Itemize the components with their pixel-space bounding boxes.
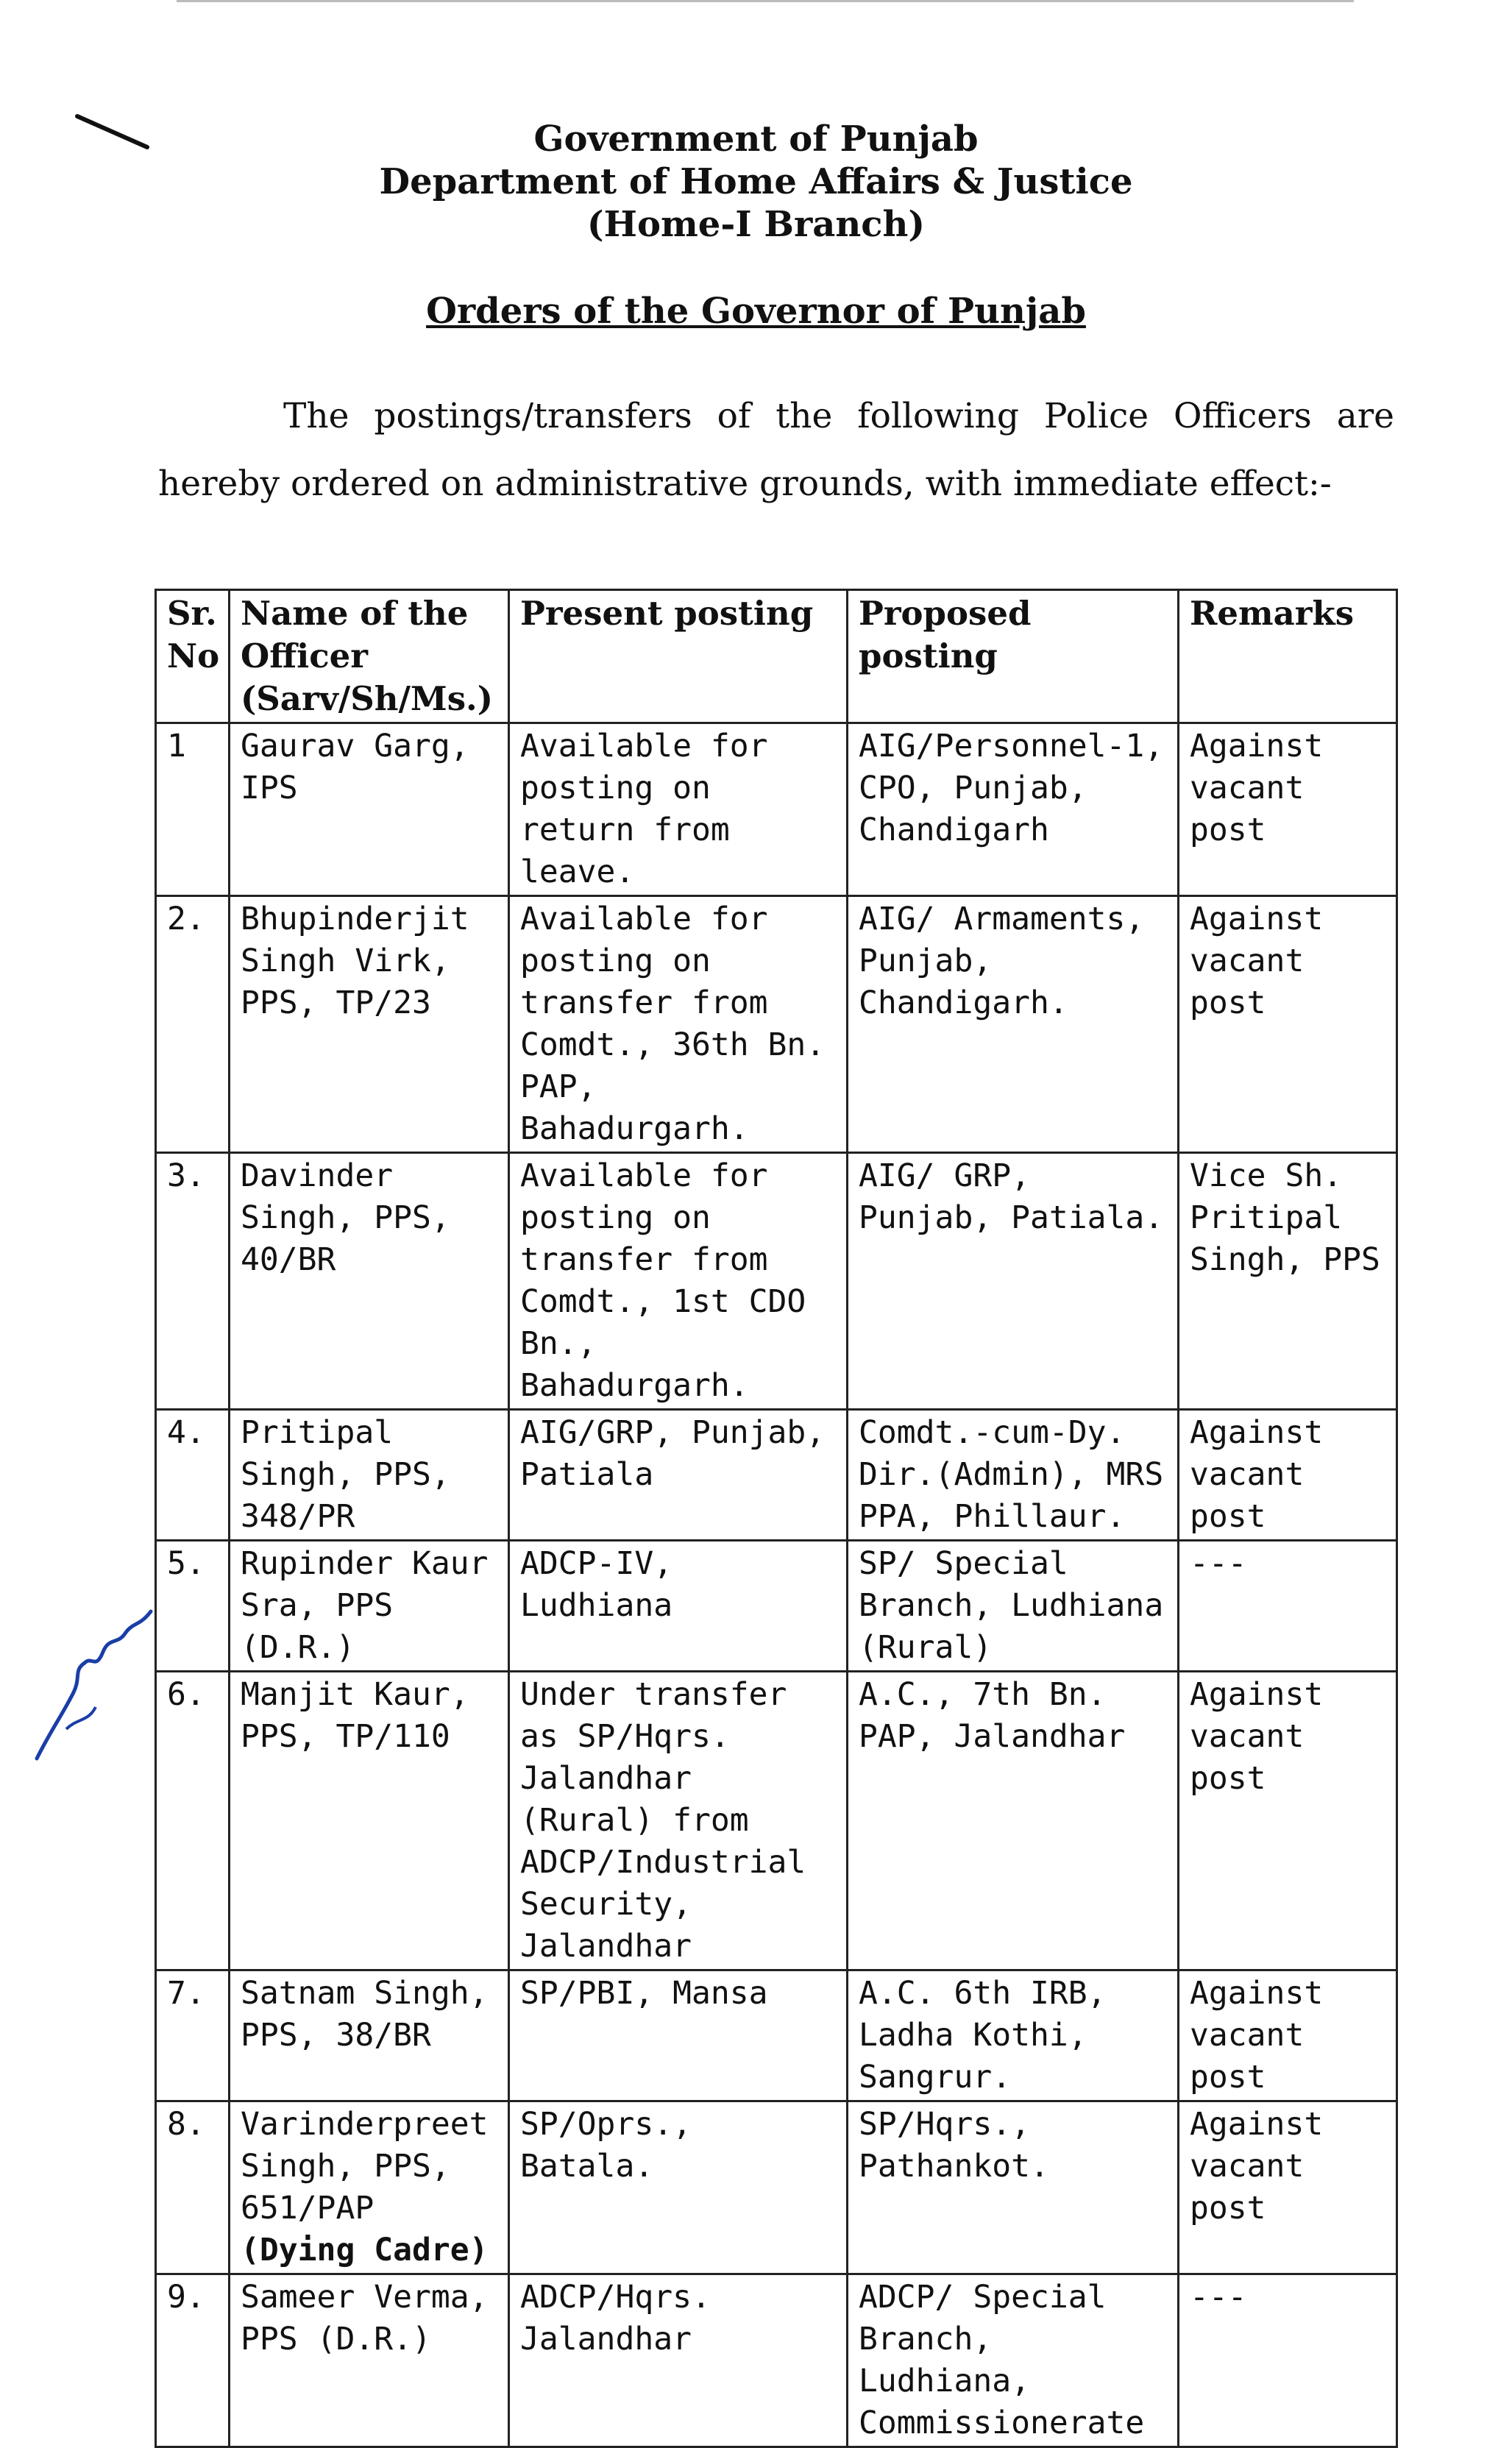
handwritten-signature [22, 1582, 169, 1773]
cell-remarks: Vice Sh. Pritipal Singh, PPS [1179, 1153, 1397, 1410]
cell-sr: 8. [156, 2101, 230, 2274]
cell-sr: 7. [156, 1970, 230, 2101]
cell-sr: 2. [156, 896, 230, 1153]
cell-remarks: Against vacant post [1179, 1970, 1397, 2101]
cell-name: Rupinder Kaur Sra, PPS (D.R.) [230, 1541, 509, 1672]
cell-sr: 4. [156, 1410, 230, 1541]
header-name-sub: (Sarv/Sh/Ms.) [241, 679, 493, 718]
cell-name: Manjit Kaur, PPS, TP/110 [230, 1672, 509, 1970]
cell-proposed: AIG/Personnel-1, CPO, Punjab, Chandigarh [848, 723, 1179, 896]
cell-remarks: --- [1179, 1541, 1397, 1672]
header-line-1: Government of Punjab [533, 118, 979, 160]
cell-sr: 9. [156, 2274, 230, 2447]
cell-name [230, 2101, 509, 2274]
cell-present: Available for posting on transfer from Comdt., 1st CDO Bn., Bahadurgarh. [509, 1153, 848, 1410]
cell-sr: 6. [156, 1672, 230, 1970]
table-row [156, 2274, 1397, 2447]
cell-remarks: Against vacant post [1179, 896, 1397, 1153]
orders-title: Orders of the Governor of Punjab [426, 291, 1086, 332]
cell-present: SP/PBI, Mansa [509, 1970, 848, 2101]
cell-remarks: Against vacant post [1179, 1672, 1397, 1970]
table-row [156, 1410, 1397, 1541]
table-row [156, 2101, 1397, 2274]
cell-remarks: Against vacant post [1179, 1410, 1397, 1541]
header-name [230, 590, 509, 723]
cell-sr: 1 [156, 723, 230, 896]
cell-present: AIG/GRP, Punjab, Patiala [509, 1410, 848, 1541]
letter-header [0, 118, 1512, 246]
cell-name: Satnam Singh, PPS, 38/BR [230, 1970, 509, 2101]
cell-present: Under transfer as SP/Hqrs. Jalandhar (Rural) from ADCP/Industrial Security, Jalandhar [509, 1672, 848, 1970]
cell-name: Bhupinderjit Singh Virk, PPS, TP/23 [230, 896, 509, 1153]
cell-proposed: AIG/ Armaments, Punjab, Chandigarh. [848, 896, 1179, 1153]
postings-table [155, 589, 1398, 2448]
cell-remarks: --- [1179, 2274, 1397, 2447]
table-row [156, 1541, 1397, 1672]
cell-present: Available for posting on transfer from Comdt., 36th Bn. PAP, Bahadurgarh. [509, 896, 848, 1153]
cell-name: Sameer Verma, PPS (D.R.) [230, 2274, 509, 2447]
cell-proposed: A.C. 6th IRB, Ladha Kothi, Sangrur. [848, 1970, 1179, 2101]
header-name-label: Name of the Officer [241, 594, 469, 675]
cell-name: Davinder Singh, PPS, 40/BR [230, 1153, 509, 1410]
cell-present: Available for posting on return from leave. [509, 723, 848, 896]
cell-remarks: Against vacant post [1179, 723, 1397, 896]
cell-proposed: SP/ Special Branch, Ludhiana (Rural) [848, 1541, 1179, 1672]
cell-present: ADCP-IV, Ludhiana [509, 1541, 848, 1672]
cell-present: ADCP/Hqrs. Jalandhar [509, 2274, 848, 2447]
cell-proposed: A.C., 7th Bn. PAP, Jalandhar [848, 1672, 1179, 1970]
header-line-3: (Home-I Branch) [586, 204, 926, 245]
header-present: Present posting [509, 590, 848, 723]
table-header-row [156, 590, 1397, 723]
cell-sr: 3. [156, 1153, 230, 1410]
table-row [156, 1153, 1397, 1410]
cell-proposed: ADCP/ Special Branch, Ludhiana, Commissionerate [848, 2274, 1179, 2447]
intro-paragraph [158, 383, 1394, 518]
cell-proposed: SP/Hqrs., Pathankot. [848, 2101, 1179, 2274]
table-row [156, 723, 1397, 896]
cell-sr: 5. [156, 1541, 230, 1672]
header-line-2: Department of Home Affairs & Justice [379, 161, 1133, 202]
top-edge-line [177, 0, 1354, 8]
table-row [156, 896, 1397, 1153]
cell-proposed: Comdt.-cum-Dy. Dir.(Admin), MRS PPA, Phillaur. [848, 1410, 1179, 1541]
table-row [156, 1970, 1397, 2101]
cell-name: Pritipal Singh, PPS, 348/PR [230, 1410, 509, 1541]
header-proposed: Proposed posting [848, 590, 1179, 723]
header-sr: Sr. No [156, 590, 230, 723]
header-remarks: Remarks [1179, 590, 1397, 723]
cell-proposed: AIG/ GRP, Punjab, Patiala. [848, 1153, 1179, 1410]
table-row [156, 1672, 1397, 1970]
dying-cadre-note: (Dying Cadre) [241, 2232, 489, 2268]
intro-text: The postings/transfers of the following Police Officers are hereby ordered on administrative grounds, with immediate effect:- [158, 396, 1394, 504]
cell-name: Gaurav Garg, IPS [230, 723, 509, 896]
cell-present: SP/Oprs., Batala. [509, 2101, 848, 2274]
cell-name-text: Varinderpreet Singh, PPS, 651/PAP [241, 2106, 489, 2227]
cell-remarks: Against vacant post [1179, 2101, 1397, 2274]
